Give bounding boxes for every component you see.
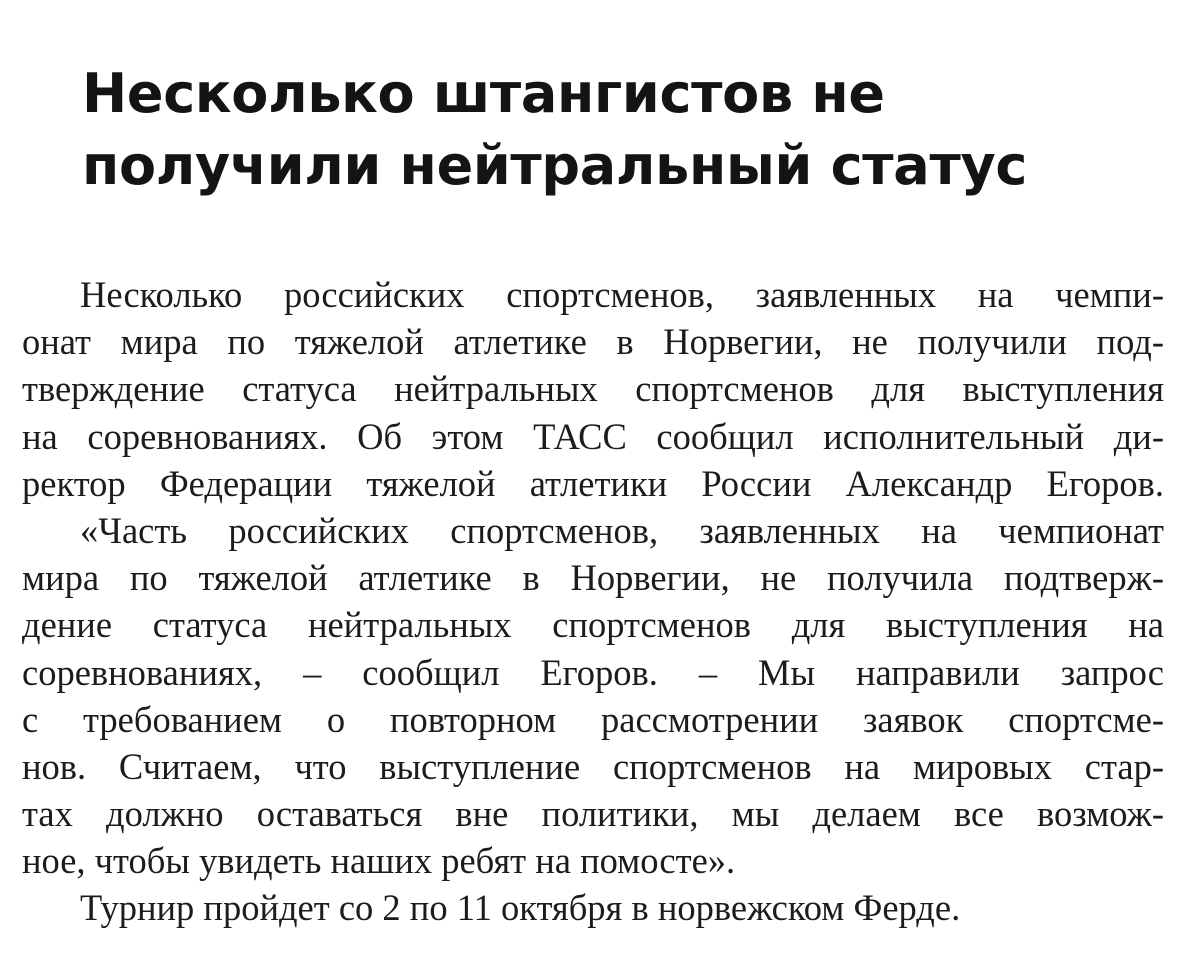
headline-line: получили нейтральный статус — [82, 134, 1028, 197]
paragraph-3 — [22, 884, 1164, 931]
text-line: Турнир пройдет со 2 по 11 октября в норвежском Ферде. — [80, 887, 961, 929]
text-line: на соревнованиях. Об этом ТАСС сообщил исполнительный ди- — [22, 415, 1164, 457]
text-line: тах должно оставаться вне политики, мы делаем все возмож- — [22, 793, 1164, 835]
headline — [82, 58, 1142, 202]
text-line: с требованием о повторном рассмотрении заявок спортсме- — [22, 698, 1164, 740]
text-line: Несколько российских спортсменов, заявленных на чемпи- — [80, 274, 1164, 315]
text-line: дение статуса нейтральных спортсменов для выступления на — [22, 604, 1164, 646]
headline-line: Несколько штангистов не — [82, 62, 885, 125]
text-line: онат мира по тяжелой атлетике в Норвегии, не получили под- — [22, 321, 1164, 363]
paragraph-1 — [22, 271, 1164, 507]
text-line: нов. Считаем, что выступление спортсменов на мировых стар- — [22, 745, 1164, 787]
paragraph-2 — [22, 507, 1164, 885]
text-line: ное, чтобы увидеть наших ребят на помосте». — [22, 840, 736, 882]
text-line: тверждение статуса нейтральных спортсменов для выступления — [22, 368, 1164, 410]
text-line: ректор Федерации тяжелой атлетики России Александр Егоров. — [22, 462, 1164, 504]
text-line: «Часть российских спортсменов, заявленных на чемпионат — [80, 509, 1164, 551]
article-body — [22, 271, 1164, 932]
text-line: соревнованиях, – сообщил Егоров. – Мы направили запрос — [22, 651, 1164, 693]
text-line: мира по тяжелой атлетике в Норвегии, не получила подтверж- — [22, 557, 1164, 599]
